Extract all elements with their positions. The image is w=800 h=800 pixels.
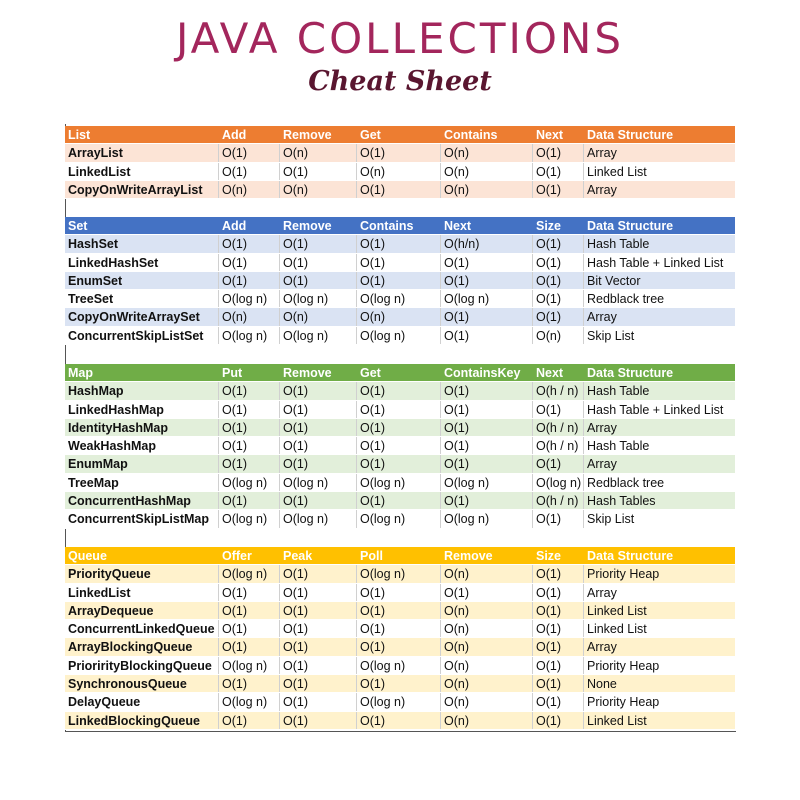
table-row <box>65 437 735 455</box>
table-cell: O(1) <box>219 419 280 436</box>
column-header: Poll <box>360 549 383 563</box>
table-row <box>65 235 735 253</box>
table-cell: O(log n) <box>219 657 280 674</box>
table-cell: None <box>587 677 617 692</box>
collection-name: ArrayList <box>65 144 219 161</box>
table-row <box>65 419 735 437</box>
table-cell: O(n) <box>441 565 533 582</box>
collection-name: ArrayDequeue <box>65 602 219 619</box>
collection-name: SynchronousQueue <box>65 675 219 692</box>
column-header: List <box>68 128 91 142</box>
table-row <box>65 144 735 162</box>
table-cell: O(1) <box>533 584 584 601</box>
table-cell: O(log n) <box>357 657 441 674</box>
column-header: Add <box>222 219 247 233</box>
table-row <box>65 492 735 510</box>
table-cell: Hash Table <box>587 237 650 252</box>
table-cell: O(1) <box>219 584 280 601</box>
table-cell: O(1) <box>280 419 357 436</box>
collection-name: CopyOnWriteArraySet <box>65 308 219 325</box>
table-row <box>65 675 735 693</box>
table-row <box>65 382 735 400</box>
table-cell: O(1) <box>533 163 584 180</box>
table-row <box>65 474 735 492</box>
table-cell: O(1) <box>280 455 357 472</box>
table-cell: O(1) <box>357 254 441 271</box>
table-row <box>65 290 735 308</box>
collection-name: HashMap <box>65 382 219 399</box>
column-header: Data Structure <box>587 366 674 380</box>
table-cell: O(1) <box>357 382 441 399</box>
table-cell: O(1) <box>219 437 280 454</box>
table-cell: O(1) <box>533 235 584 252</box>
table-row <box>65 181 735 199</box>
table-cell: O(1) <box>219 492 280 509</box>
table-cell: O(1) <box>219 638 280 655</box>
table-cell: O(1) <box>357 492 441 509</box>
table-cell: O(1) <box>533 181 584 198</box>
table-cell: Array <box>587 457 617 472</box>
table-cell: O(log n) <box>280 327 357 344</box>
table-cell: O(1) <box>219 382 280 399</box>
table-cell: O(1) <box>357 675 441 692</box>
collection-name: ArrayBlockingQueue <box>65 638 219 655</box>
set-section <box>65 217 735 345</box>
table-cell: O(1) <box>533 455 584 472</box>
collection-name: EnumMap <box>65 455 219 472</box>
column-header: Set <box>68 219 88 233</box>
column-header: Data Structure <box>587 128 674 142</box>
table-cell: O(1) <box>441 327 533 344</box>
table-cell: O(n) <box>280 181 357 198</box>
table-cell: Hash Table <box>587 384 650 399</box>
column-header: Put <box>222 366 243 380</box>
collection-name: IdentityHashMap <box>65 419 219 436</box>
table-cell: O(h / n) <box>533 437 584 454</box>
table-row <box>65 602 735 620</box>
table-cell: O(log n) <box>357 290 441 307</box>
collection-name: CopyOnWriteArrayList <box>65 181 219 198</box>
table-cell: Linked List <box>587 603 647 618</box>
table-cell: Linked List <box>587 713 647 728</box>
column-header: Remove <box>444 549 493 563</box>
map-section <box>65 364 735 529</box>
table-cell: O(1) <box>533 401 584 418</box>
table-cell: O(1) <box>280 693 357 710</box>
table-cell: O(1) <box>357 584 441 601</box>
table-cell: O(1) <box>533 254 584 271</box>
table-cell: O(h / n) <box>533 492 584 509</box>
column-header: Next <box>536 128 564 142</box>
table-cell: O(n) <box>441 602 533 619</box>
collection-name: PriorityQueue <box>65 565 219 582</box>
collection-name: HashSet <box>65 235 219 252</box>
table-cell: O(n) <box>441 620 533 637</box>
collection-name: LinkedList <box>65 163 219 180</box>
page-title: JAVA COLLECTIONS <box>175 14 625 63</box>
table-cell: O(1) <box>441 437 533 454</box>
table-row <box>65 712 735 730</box>
collection-name: TreeSet <box>65 290 219 307</box>
table-cell: O(1) <box>219 712 280 729</box>
table-cell: O(log n) <box>441 290 533 307</box>
column-header: Add <box>222 128 247 142</box>
table-header-row <box>65 364 735 382</box>
list-section <box>65 126 735 199</box>
collection-name: EnumSet <box>65 272 219 289</box>
table-cell: O(h / n) <box>533 382 584 399</box>
table-cell: O(1) <box>280 382 357 399</box>
table-cell: O(n) <box>441 638 533 655</box>
table-row <box>65 327 735 345</box>
table-cell: O(log n) <box>219 693 280 710</box>
table-cell: O(n) <box>441 144 533 161</box>
page-subtitle: Cheat Sheet <box>308 66 492 97</box>
table-cell: O(log n) <box>219 565 280 582</box>
table-cell: O(1) <box>441 382 533 399</box>
table-cell: O(n) <box>357 308 441 325</box>
table-cell: O(1) <box>533 308 584 325</box>
table-row <box>65 620 735 638</box>
table-cell: O(1) <box>357 144 441 161</box>
column-header: Map <box>68 366 93 380</box>
table-cell: O(1) <box>533 144 584 161</box>
table-cell: O(1) <box>280 638 357 655</box>
table-cell: O(1) <box>280 272 357 289</box>
table-cell: O(log n) <box>357 510 441 527</box>
table-cell: O(log n) <box>357 327 441 344</box>
table-cell: Array <box>587 585 617 600</box>
table-cell: O(1) <box>357 638 441 655</box>
table-cell: Array <box>587 640 617 655</box>
table-cell: O(1) <box>533 675 584 692</box>
table-cell: O(log n) <box>357 565 441 582</box>
table-cell: O(1) <box>357 712 441 729</box>
table-cell: O(1) <box>280 602 357 619</box>
table-cell: O(log n) <box>280 290 357 307</box>
table-cell: O(1) <box>280 163 357 180</box>
table-cell: Hash Table + Linked List <box>587 402 724 417</box>
column-header: Queue <box>68 549 107 563</box>
table-cell: Priority Heap <box>587 567 660 582</box>
table-cell: O(1) <box>441 254 533 271</box>
table-cell: O(log n) <box>280 474 357 491</box>
table-cell: O(1) <box>357 272 441 289</box>
table-cell: Linked List <box>587 164 647 179</box>
table-cell: O(log n) <box>219 510 280 527</box>
table-header-row <box>65 126 735 144</box>
table-cell: O(1) <box>280 401 357 418</box>
table-cell: O(n) <box>219 181 280 198</box>
table-cell: O(log n) <box>441 510 533 527</box>
table-cell: O(1) <box>219 235 280 252</box>
collection-name: ConcurrentSkipListSet <box>65 327 219 344</box>
table-cell: O(h/n) <box>441 235 533 252</box>
table-row <box>65 565 735 583</box>
column-header: Peak <box>283 549 313 563</box>
table-cell: O(log n) <box>219 474 280 491</box>
table-cell: O(n) <box>441 693 533 710</box>
table-row <box>65 455 735 473</box>
collection-name: LinkedHashMap <box>65 401 219 418</box>
collection-name: LinkedList <box>65 584 219 601</box>
table-cell: Array <box>587 420 617 435</box>
table-cell: O(n) <box>280 144 357 161</box>
column-header: Contains <box>360 219 414 233</box>
table-cell: O(1) <box>357 455 441 472</box>
table-cell: O(1) <box>280 492 357 509</box>
table-cell: O(1) <box>219 602 280 619</box>
table-cell: O(1) <box>219 455 280 472</box>
table-cell: O(n) <box>441 163 533 180</box>
table-cell: O(n) <box>441 657 533 674</box>
table-cell: O(1) <box>357 419 441 436</box>
table-cell: O(1) <box>533 272 584 289</box>
table-cell: O(1) <box>280 437 357 454</box>
queue-section <box>65 547 735 730</box>
collection-name: ConcurrentSkipListMap <box>65 510 219 527</box>
table-cell: Priority Heap <box>587 695 660 710</box>
table-cell: O(1) <box>280 584 357 601</box>
table-cell: O(n) <box>357 163 441 180</box>
column-header: Next <box>444 219 472 233</box>
collection-name: WeakHashMap <box>65 437 219 454</box>
table-row <box>65 308 735 326</box>
table-cell: O(1) <box>219 163 280 180</box>
collection-name: LinkedHashSet <box>65 254 219 271</box>
table-cell: O(log n) <box>357 693 441 710</box>
table-cell: Redblack tree <box>587 292 665 307</box>
table-cell: O(log n) <box>280 510 357 527</box>
column-header: Data Structure <box>587 219 674 233</box>
table-cell: O(log n) <box>219 327 280 344</box>
table-cell: O(n) <box>533 327 584 344</box>
table-cell: O(1) <box>441 455 533 472</box>
table-cell: O(1) <box>533 510 584 527</box>
column-header: Data Structure <box>587 549 674 563</box>
table-cell: O(1) <box>533 712 584 729</box>
table-cell: Redblack tree <box>587 475 665 490</box>
table-row <box>65 401 735 419</box>
collection-name: TreeMap <box>65 474 219 491</box>
table-cell: Hash Tables <box>587 494 656 509</box>
table-cell: O(1) <box>280 235 357 252</box>
table-cell: O(1) <box>533 290 584 307</box>
table-cell: Array <box>587 310 617 325</box>
table-cell: O(1) <box>533 620 584 637</box>
table-cell: O(1) <box>280 657 357 674</box>
table-cell: O(1) <box>219 254 280 271</box>
table-cell: O(1) <box>441 419 533 436</box>
table-header-row <box>65 547 735 565</box>
table-cell: O(1) <box>533 602 584 619</box>
table-cell: O(1) <box>357 620 441 637</box>
table-cell: O(1) <box>280 620 357 637</box>
table-cell: O(1) <box>441 401 533 418</box>
collection-name: ConcurrentHashMap <box>65 492 219 509</box>
table-cell: O(1) <box>533 693 584 710</box>
table-cell: O(1) <box>280 565 357 582</box>
table-cell: O(1) <box>357 602 441 619</box>
table-cell: O(1) <box>533 565 584 582</box>
table-row <box>65 254 735 272</box>
table-row <box>65 638 735 656</box>
column-header: Get <box>360 366 381 380</box>
table-cell: O(log n) <box>357 474 441 491</box>
table-cell: O(1) <box>219 401 280 418</box>
table-cell: O(1) <box>219 144 280 161</box>
table-cell: O(1) <box>219 675 280 692</box>
table-header-row <box>65 217 735 235</box>
table-cell: Priority Heap <box>587 658 660 673</box>
column-header: Remove <box>283 366 332 380</box>
table-cell: O(1) <box>441 584 533 601</box>
collection-name: ConcurrentLinkedQueue <box>65 620 219 637</box>
table-cell: O(n) <box>441 675 533 692</box>
table-cell: O(log n) <box>441 474 533 491</box>
table-cell: O(1) <box>357 235 441 252</box>
table-cell: Skip List <box>587 328 635 343</box>
table-cell: O(1) <box>280 712 357 729</box>
table-cell: O(1) <box>280 254 357 271</box>
table-cell: O(1) <box>219 272 280 289</box>
column-header: Offer <box>222 549 252 563</box>
column-header: Contains <box>444 128 498 142</box>
table-cell: Skip List <box>587 512 635 527</box>
table-cell: O(n) <box>219 308 280 325</box>
table-cell: O(1) <box>357 437 441 454</box>
table-row <box>65 693 735 711</box>
column-header: Size <box>536 219 562 233</box>
table-cell: O(1) <box>357 401 441 418</box>
table-cell: O(log n) <box>533 474 584 491</box>
collection-name: PriorirityBlockingQueue <box>65 657 219 674</box>
table-cell: O(n) <box>441 181 533 198</box>
table-row <box>65 657 735 675</box>
table-row <box>65 510 735 528</box>
table-row <box>65 584 735 602</box>
table-cell: O(1) <box>441 492 533 509</box>
table-cell: Linked List <box>587 622 647 637</box>
column-header: ContainsKey <box>444 366 521 380</box>
table-cell: O(1) <box>280 675 357 692</box>
table-cell: O(1) <box>357 181 441 198</box>
table-cell: O(log n) <box>219 290 280 307</box>
table-cell: O(1) <box>441 272 533 289</box>
table-cell: Bit Vector <box>587 273 641 288</box>
table-cell: Array <box>587 146 617 161</box>
column-header: Next <box>536 366 564 380</box>
table-cell: O(h / n) <box>533 419 584 436</box>
table-cell: O(1) <box>441 308 533 325</box>
column-header: Remove <box>283 219 332 233</box>
table-cell: O(n) <box>441 712 533 729</box>
table-cell: Array <box>587 182 617 197</box>
table-cell: O(1) <box>533 657 584 674</box>
table-cell: O(1) <box>219 620 280 637</box>
column-header: Get <box>360 128 381 142</box>
table-cell: O(n) <box>280 308 357 325</box>
table-row <box>65 272 735 290</box>
collection-name: DelayQueue <box>65 693 219 710</box>
table-cell: O(1) <box>533 638 584 655</box>
table-cell: Hash Table + Linked List <box>587 255 724 270</box>
table-cell: Hash Table <box>587 439 650 454</box>
column-header: Remove <box>283 128 332 142</box>
table-row <box>65 163 735 181</box>
column-header: Size <box>536 549 562 563</box>
collection-name: LinkedBlockingQueue <box>65 712 219 729</box>
